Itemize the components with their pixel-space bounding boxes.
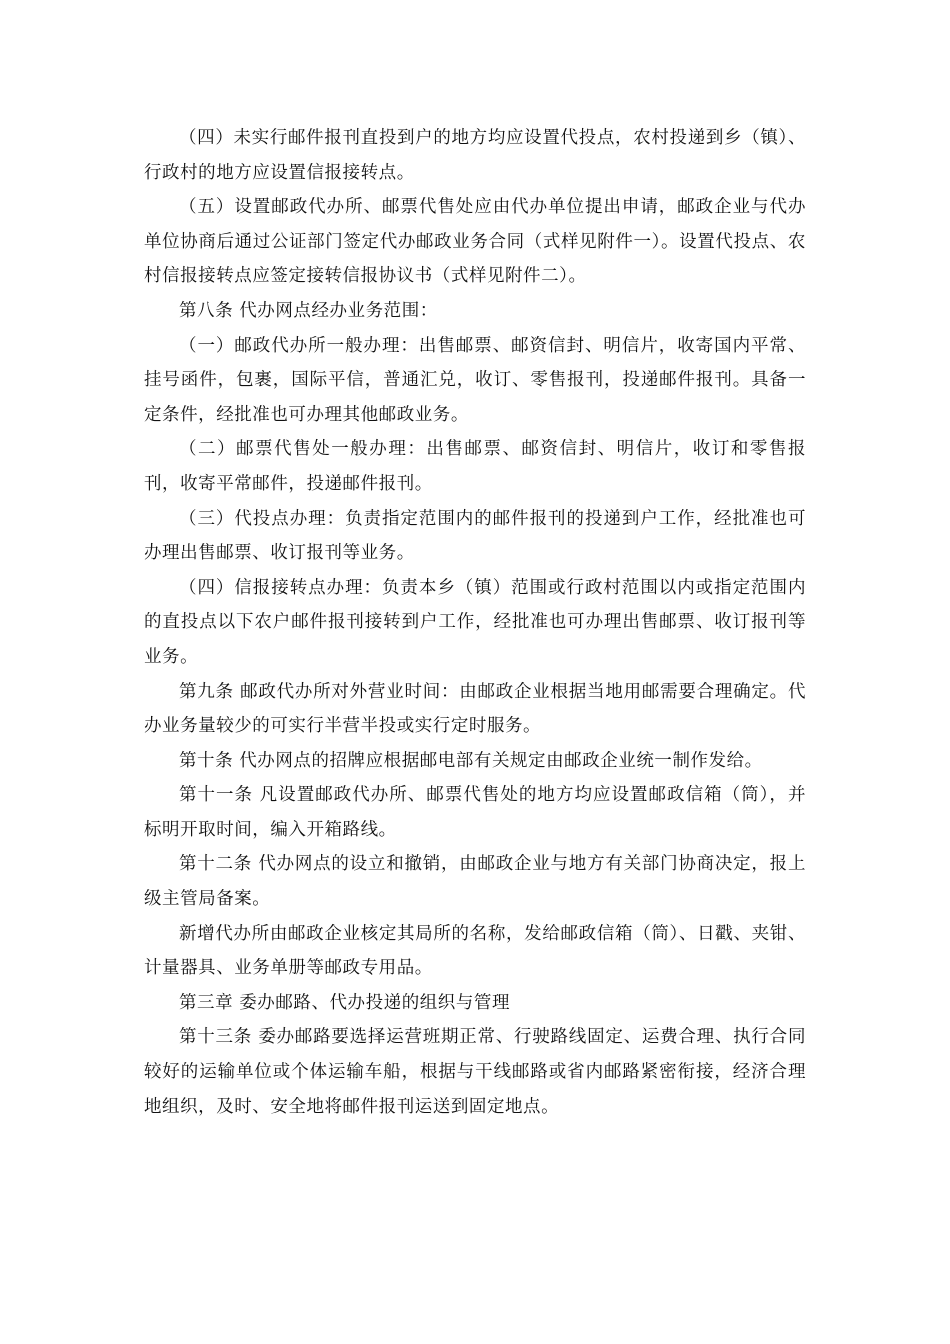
paragraph-article-10: 第十条 代办网点的招牌应根据邮电部有关规定由邮政企业统一制作发给。: [179, 750, 763, 771]
paragraph-article-13: 第十三条 委办邮路要选择运营班期正常、行驶路线固定、运费合理、执行合同较好的运输单位或个体运输车船，根据与干线邮路或省内邮路紧密衔接，经济合理地组织，及时、安全地将邮件报刊运送到固定地点。: [144, 1027, 806, 1117]
paragraph-article-8-item-3: （三）代投点办理：负责指定范围内的邮件报刊的投递到户工作，经批准也可办理出售邮票、收订报刊等业务。: [144, 508, 806, 564]
paragraph-article-12-supplement: 新增代办所由邮政企业核定其局所的名称，发给邮政信箱（筒）、日戳、夹钳、计量器具、业务单册等邮政专用品。: [144, 923, 806, 979]
paragraph-article-8: 第八条 代办网点经办业务范围：: [179, 300, 438, 321]
paragraph-item-4-clause: （四）未实行邮件报刊直投到户的地方均应设置代投点，农村投递到乡（镇）、行政村的地方应设置信报接转点。: [144, 128, 806, 183]
paragraph-article-8-item-4: （四）信报接转点办理：负责本乡（镇）范围或行政村范围以内或指定范围内的直投点以下农户邮件报刊接转到户工作，经批准也可办理出售邮票、收订报刊等业务。: [144, 577, 806, 667]
paragraph-item-5-clause: （五）设置邮政代办所、邮票代售处应由代办单位提出申请，邮政企业与代办单位协商后通过公证部门签定代办邮政业务合同（式样见附件一）。设置代投点、农村信报接转点应签定接转信报协议书（式样见附件二）。: [144, 197, 806, 287]
document-body: [144, 121, 806, 1124]
chapter-3-heading: 第三章 委办邮路、代办投递的组织与管理: [179, 992, 511, 1013]
paragraph-article-9: 第九条 邮政代办所对外营业时间：由邮政企业根据当地用邮需要合理确定。代办业务量较少的可实行半营半投或实行定时服务。: [144, 681, 806, 737]
paragraph-article-11: 第十一条 凡设置邮政代办所、邮票代售处的地方均应设置邮政信箱（筒），并标明开取时间，编入开箱路线。: [144, 785, 806, 840]
paragraph-article-8-item-2: （二）邮票代售处一般办理：出售邮票、邮资信封、明信片，收订和零售报刊，收寄平常邮件，投递邮件报刊。: [144, 439, 806, 494]
paragraph-article-12: 第十二条 代办网点的设立和撤销，由邮政企业与地方有关部门协商决定，报上级主管局备案。: [144, 854, 806, 910]
paragraph-article-8-item-1: （一）邮政代办所一般办理：出售邮票、邮资信封、明信片，收寄国内平常、挂号函件，包裹，国际平信，普通汇兑，收订、零售报刊，投递邮件报刊。具备一定条件，经批准也可办理其他邮政业务。: [144, 335, 806, 425]
